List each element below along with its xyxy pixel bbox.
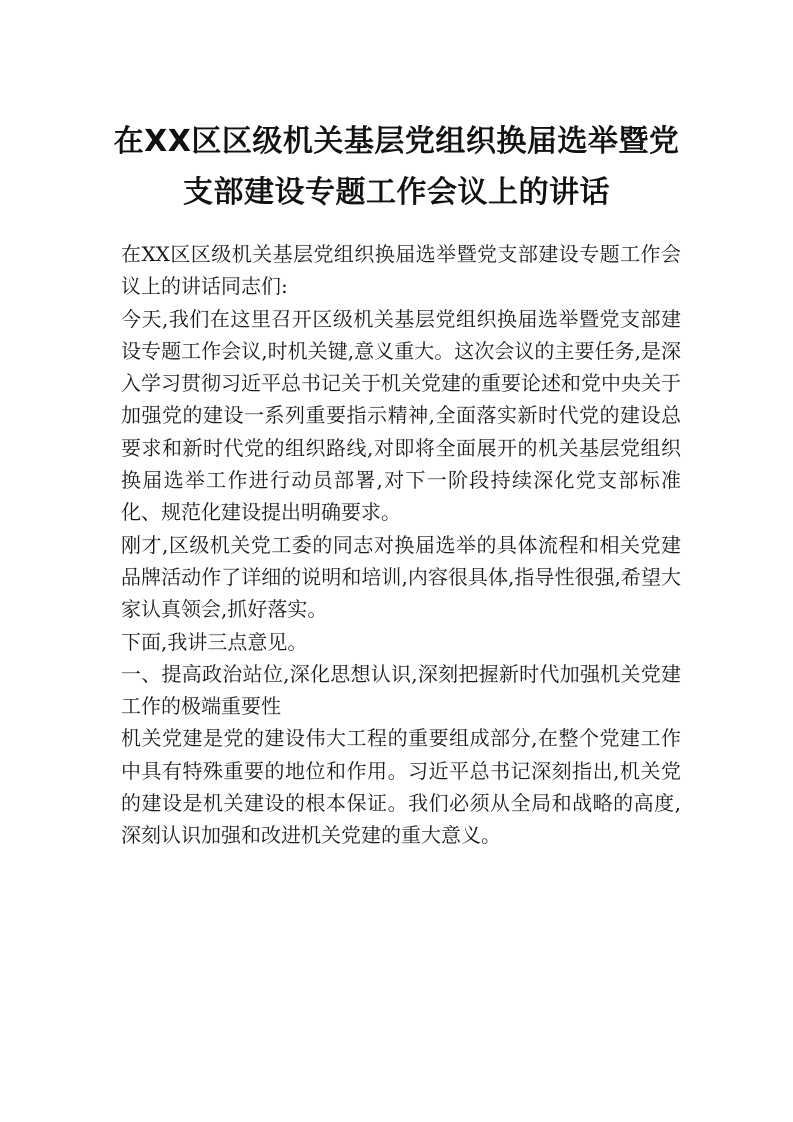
document-title-line-1: 在XX区区级机关基层党组织换届选举暨党 (113, 124, 680, 159)
document-body (121, 238, 681, 852)
paragraph-training-note: 刚才,区级机关党工委的同志对换届选举的具体流程和相关党建品牌活动作了详细的说明和培训,内容很具体,指导性很强,希望大家认真领会,抓好落实。 (121, 532, 681, 622)
paragraph-three-points: 下面,我讲三点意见。 (121, 629, 308, 654)
section-heading-one: 一、提高政治站位,深化思想认识,深刻把握新时代加强机关党建工作的极端重要性 (121, 661, 681, 719)
paragraph-section-one: 机关党建是党的建设伟大工程的重要组成部分,在整个党建工作中具有特殊重要的地位和作用。习近平总书记深刻指出,机关党的建设是机关建设的根本保证。我们必须从全局和战略的高度,深刻认识加强和改进机关党建的重大意义。 (121, 726, 681, 848)
paragraph-introduction: 今天,我们在这里召开区级机关基层党组织换届选举暨党支部建设专题工作会议,时机关键,意义重大。这次会议的主要任务,是深入学习贯彻习近平总书记关于机关党建的重要论述和党中央关于加强党的建设一系列重要指示精神,全面落实新时代党的建设总要求和新时代党的组织路线,对即将全面展开的机关基层党组织换届选举工作进行动员部署,对下一阶段持续深化党支部标准化、规范化建设提出明确要求。 (121, 306, 681, 525)
paragraph-opening: 在XX区区级机关基层党组织换届选举暨党支部建设专题工作会议上的讲话同志们: (121, 242, 681, 299)
document-title-line-2: 支部建设专题工作会议上的讲话 (183, 175, 610, 210)
